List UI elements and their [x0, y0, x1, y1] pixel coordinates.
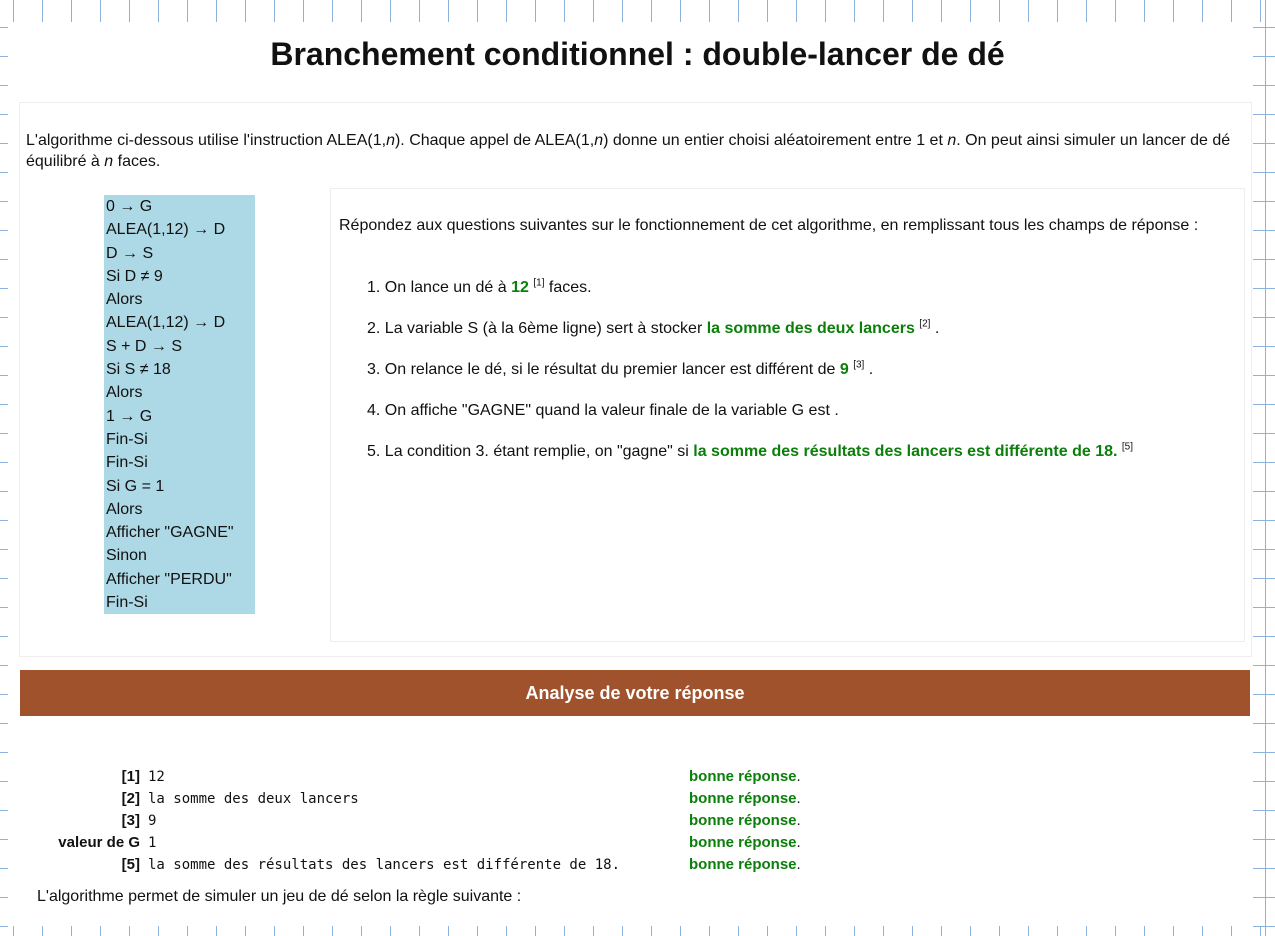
result-status — [689, 832, 801, 854]
question-item — [367, 277, 1237, 298]
answer-field[interactable]: 12 — [511, 279, 529, 296]
algo-line: Alors — [106, 384, 143, 402]
intro-part: . On peut ainsi simuler un lancer de dé équilibré à — [26, 132, 1231, 170]
right-ruler — [1253, 0, 1275, 936]
algo-line: ALEA(1,12) → D — [106, 221, 226, 239]
intro-n: n — [594, 132, 604, 149]
result-label: [5] — [121, 856, 140, 873]
top-ruler — [0, 0, 1275, 22]
result-status — [689, 810, 801, 832]
question-text: La condition 3. étant remplie, on "gagne" si — [384, 443, 694, 460]
question-item — [367, 359, 1237, 380]
algo-line: Sinon — [106, 547, 147, 565]
algo-line: ALEA(1,12) → D — [106, 314, 226, 332]
question-text: On affiche "GAGNE" quand la valeur finale de la variable G est . — [384, 402, 839, 419]
footnote-ref[interactable]: [2] — [919, 318, 931, 330]
intro-part: ) donne un entier choisi aléatoirement entre 1 et — [603, 132, 948, 149]
algorithm-block — [104, 195, 255, 614]
algo-line: Fin-Si — [106, 430, 148, 448]
status-dot: . — [796, 812, 801, 829]
intro-part: L'algorithme ci-dessous utilise l'instruction ALEA(1, — [26, 132, 387, 149]
algo-line: 0 → G — [106, 198, 153, 215]
algo-line: D → S — [106, 244, 154, 262]
answer-field[interactable]: 9 — [839, 361, 849, 378]
algo-line: Si S ≠ 18 — [106, 361, 171, 379]
footnote-ref[interactable]: [3] — [853, 359, 865, 371]
intro-n: n — [104, 153, 114, 170]
result-label: [1] — [121, 768, 140, 785]
result-label: valeur de G — [58, 834, 140, 851]
result-status — [689, 854, 801, 876]
result-label: [2] — [121, 790, 140, 807]
intro-n: n — [386, 132, 395, 149]
question-text: On lance un dé à — [384, 279, 512, 296]
question-text: . — [930, 320, 940, 337]
status-dot: . — [796, 856, 801, 873]
status-text: bonne réponse — [689, 834, 797, 851]
algo-line: Si D ≠ 9 — [106, 267, 163, 285]
questions-intro: Répondez aux questions suivantes sur le fonctionnement de cet algorithme, en remplissant tous les champs de réponse : — [339, 217, 1199, 234]
algo-line: Fin-Si — [106, 454, 148, 472]
status-text: bonne réponse — [689, 856, 797, 873]
intro-part: ). Chaque appel de ALEA(1, — [394, 132, 595, 149]
intro-n: n — [947, 132, 957, 149]
question-number: 4. — [367, 402, 381, 419]
left-ruler — [0, 0, 8, 936]
question-number: 2. — [367, 320, 381, 337]
question-number: 3. — [367, 361, 381, 378]
result-label: [3] — [121, 812, 140, 829]
result-value: 1 — [148, 835, 157, 851]
result-status — [689, 788, 801, 810]
result-value: la somme des deux lancers — [148, 791, 359, 807]
answer-field[interactable]: la somme des résultats des lancers est différente de 18. — [693, 443, 1118, 460]
status-dot: . — [796, 790, 801, 807]
status-text: bonne réponse — [689, 812, 797, 829]
intro-text — [26, 130, 1246, 172]
question-text: La variable S (à la 6ème ligne) sert à stocker — [384, 320, 707, 337]
status-text: bonne réponse — [689, 790, 797, 807]
algo-line: Alors — [106, 291, 143, 309]
bottom-ruler — [0, 926, 1275, 936]
question-item — [367, 318, 1237, 339]
result-status — [689, 766, 801, 788]
question-text: . — [864, 361, 874, 378]
question-text: faces. — [544, 279, 592, 296]
answer-field[interactable]: la somme des deux lancers — [706, 320, 915, 337]
algo-line: Afficher "PERDU" — [106, 570, 232, 588]
algo-line: Alors — [106, 500, 143, 518]
questions-box — [330, 188, 1245, 642]
footnote-ref[interactable]: [5] — [1121, 441, 1134, 453]
result-value: 12 — [148, 769, 165, 785]
algo-line: Fin-Si — [106, 594, 148, 612]
algo-line: Afficher "GAGNE" — [106, 524, 234, 542]
status-text: bonne réponse — [689, 768, 797, 785]
page-title: Branchement conditionnel : double-lancer de dé — [270, 36, 1005, 72]
result-value: la somme des résultats des lancers est différente de 18. — [148, 857, 621, 873]
question-number: 1. — [367, 279, 381, 296]
question-item — [367, 400, 1237, 421]
question-list — [367, 277, 1237, 482]
result-value: 9 — [148, 813, 157, 829]
question-item — [367, 441, 1237, 462]
status-dot: . — [796, 768, 801, 785]
algo-line: 1 → G — [106, 407, 153, 425]
intro-part: faces. — [113, 153, 161, 170]
rule-text: L'algorithme permet de simuler un jeu de dé selon la règle suivante : — [37, 888, 522, 905]
exercise-panel — [19, 102, 1252, 657]
footnote-ref[interactable]: [1] — [533, 277, 545, 289]
analyse-header: Analyse de votre réponse — [20, 670, 1250, 716]
status-dot: . — [796, 834, 801, 851]
question-text: On relance le dé, si le résultat du premier lancer est différent de — [384, 361, 840, 378]
algo-line: S + D → S — [106, 337, 183, 355]
algo-line: Si G = 1 — [106, 477, 165, 495]
question-number: 5. — [367, 443, 381, 460]
